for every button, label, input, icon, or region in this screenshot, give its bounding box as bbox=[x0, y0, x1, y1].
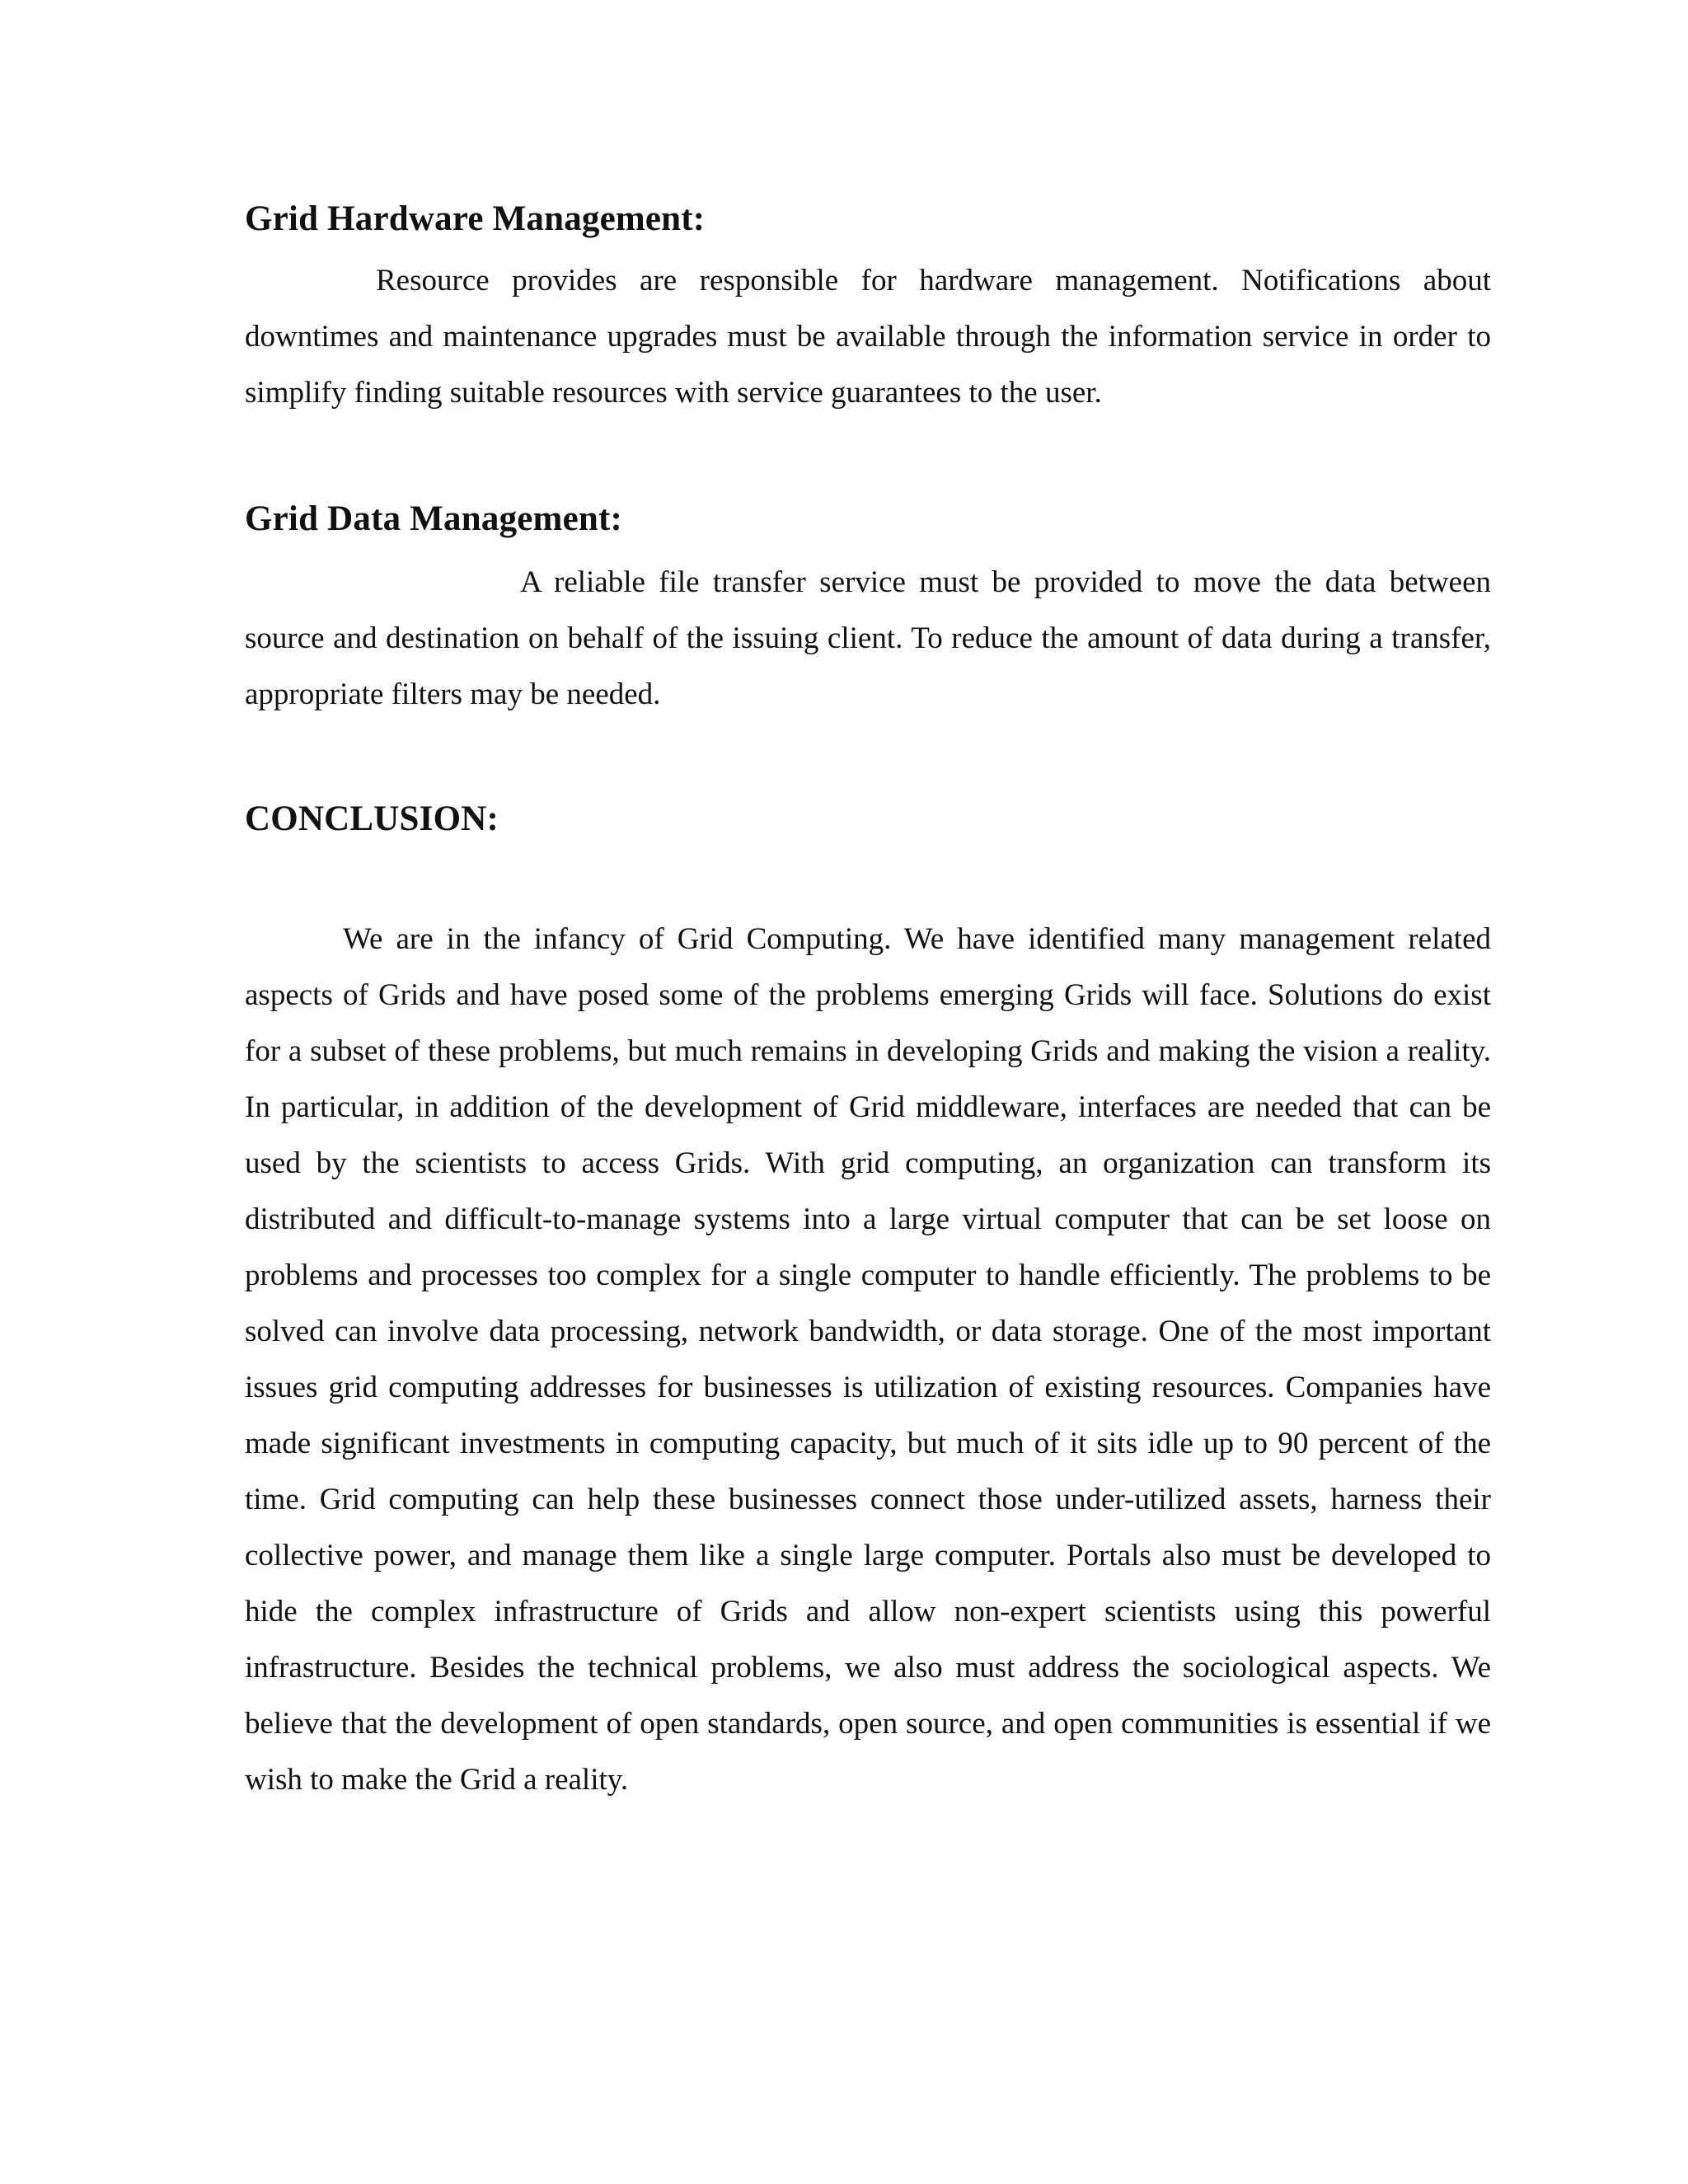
paragraph-grid-hardware-management: Resource provides are responsible for hardware management. Notifications about downtimes and maintenance upgrades must be available through the information service in order to simplify finding suitable resources with service guarantees to the user. bbox=[245, 264, 1491, 410]
heading-conclusion: CONCLUSION: bbox=[245, 799, 499, 838]
paragraph-conclusion: We are in the infancy of Grid Computing. We have identified many management related aspects of Grids and have posed some of the problems emerging Grids will face. Solutions do exist for a subset of these problems, but much remains in developing Grids and making the vision a reality. In particular, in addition of the development of Grid middleware, interfaces are needed that can be used by the scientists to access Grids. With grid computing, an organization can transform its distributed and difficult-to-manage systems into a large virtual computer that can be set loose on problems and processes too complex for a single computer to handle efficiently. The problems to be solved can involve data processing, network bandwidth, or data storage. One of the most important issues grid computing addresses for businesses is utilization of existing resources. Companies have made significant investments in computing capacity, but much of it sits idle up to 90 percent of the time. Grid computing can help these businesses connect those under-utilized assets, harness their collective power, and manage them like a single large computer. Portals also must be developed to hide the complex infrastructure of Grids and allow non-expert scientists using this powerful infrastructure. Besides the technical problems, we also must address the sociological aspects. We believe that the development of open standards, open source, and open communities is essential if we wish to make the Grid a reality. bbox=[245, 922, 1491, 1797]
paragraph-grid-data-management: A reliable file transfer service must be provided to move the data between source and destination on behalf of the issuing client. To reduce the amount of data during a transfer, appropriate filters may be needed. bbox=[245, 565, 1491, 711]
heading-grid-hardware-management: Grid Hardware Management: bbox=[245, 199, 706, 238]
heading-grid-data-management: Grid Data Management: bbox=[245, 499, 623, 538]
